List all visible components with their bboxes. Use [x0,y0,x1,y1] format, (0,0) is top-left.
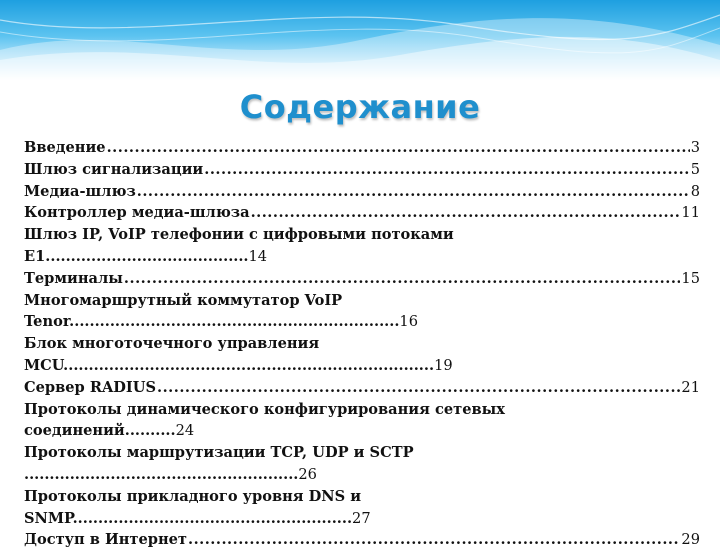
toc-item: Медиа-шлюз ..... 8 [24,181,700,203]
toc-item: Протоколы маршрутизации TCP, UDP и SCTP [24,444,414,462]
slide-title: Содержание [239,88,481,126]
header-banner [0,0,720,80]
toc-item: Контроллер медиа-шлюза ..... 11 [24,202,700,224]
toc-item: Многомаршрутный коммутатор VoIP [24,291,343,309]
toc-item-continued: Tenor.................................................................16 [24,313,418,331]
table-of-contents [24,137,700,551]
toc-item-continued: E1........................................14 [24,247,268,265]
toc-item: Протоколы динамического конфигурирования сетевых [24,400,505,418]
toc-item: Блок многоточечного управления [24,335,320,353]
toc-item: Шлюз IP, VoIP телефонии с цифровыми потоками [24,226,454,244]
toc-item-continued: MCU.........................................................................19 [24,356,453,374]
toc-item: Доступ в Интернет ..... 29 [24,529,700,551]
toc-item: Шлюз сигнализации ..... 5 [24,159,700,181]
toc-item-continued: ......................................................26 [24,465,317,483]
toc-item-continued: SNMP.......................................................27 [24,509,371,527]
toc-item: Терминалы ..... 15 [24,268,700,290]
toc-item: Введение ..... 3 [24,137,700,159]
wave-decoration [0,0,720,80]
toc-item-continued: соединений..........24 [24,422,195,440]
toc-item: Протоколы прикладного уровня DNS и [24,487,362,505]
toc-item: Сервер RADIUS ..... 21 [24,377,700,399]
